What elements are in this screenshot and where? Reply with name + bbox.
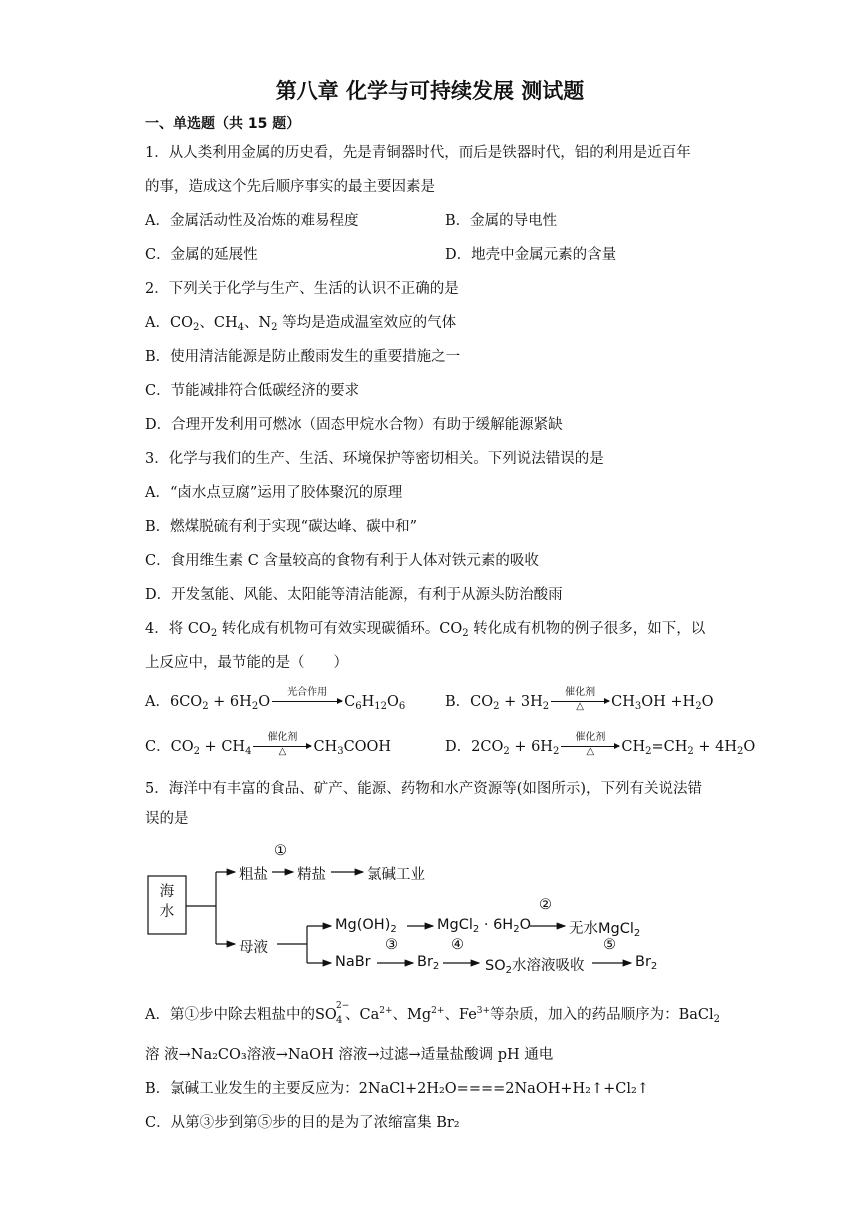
reaction-arrow — [561, 732, 619, 757]
q5-a-post: 等杂质，加入的药品顺序为：BaCl — [490, 1007, 714, 1023]
seawater-box: 海水 — [159, 884, 175, 920]
question-2-stem: 2．下列关于化学与生产、生活的认识不正确的是 — [145, 281, 459, 297]
q5-a-pre: A．第①步中除去粗盐中的 — [145, 1007, 315, 1023]
q2-option-a: A．$CO_2$、$CH_4$、$N_2$ 等均是造成温室效应的气体 — [145, 315, 457, 333]
q2-option-b: B．使用清洁能源是防止酸雨发生的重要措施之一 — [145, 349, 461, 365]
question-5-stem-line2: 误的是 — [145, 811, 189, 827]
q4-text-a: 4．将 CO — [145, 621, 211, 637]
step-5-label: ⑤ — [603, 937, 616, 953]
heat-label: △ — [586, 746, 595, 757]
anhydrous-mgcl2-label: 无水MgCl$_2$ — [569, 921, 641, 939]
q3-option-a: A．“卤水点豆腐”运用了胶体聚沉的原理 — [145, 485, 403, 501]
question-4-stem-line2: 上反应中，最节能的是（ ） — [145, 655, 348, 671]
absorb-text: 水溶液吸收 — [512, 958, 585, 974]
so2-absorb-label: $SO_2$水溶液吸收 — [485, 958, 585, 976]
q5-option-a-line1: A．第①步中除去粗盐中的SO 2− 4 、$Ca^{2+}$、$Mg^{2+}$、$Fe^{3+}$等杂质，加入的药品顺序为：BaCl$_2$ — [145, 1001, 720, 1026]
condition-label: 光合作用 — [287, 687, 328, 698]
step-4-label: ④ — [451, 937, 464, 953]
heat-label: △ — [278, 746, 287, 757]
crude-salt-label: 粗盐 — [239, 867, 268, 883]
nabr-label: NaBr — [335, 954, 371, 970]
q1-option-b: B．金属的导电性 — [445, 213, 558, 229]
section-heading: 一、单选题（共 15 题） — [145, 116, 301, 132]
q2-option-c: C．节能减排符合低碳经济的要求 — [145, 383, 360, 399]
seawater-flow-diagram — [145, 842, 665, 982]
question-5-stem-line1: 5．海洋中有丰富的食品、矿产、能源、药物和水产资源等(如图所示)，下列有关说法错 — [145, 781, 703, 797]
mgcl2-hydrate-label: MgCl$_2$ · $6H_2O$ — [437, 917, 532, 935]
q3-option-b: B．燃煤脱硫有利于实现“碳达峰、碳中和” — [145, 519, 417, 535]
q4-text-b: 转化成有机物可有效实现碳循环。CO — [221, 621, 463, 637]
question-4-stem-line1: 4．将 $CO_2$ 转化成有机物可有效实现碳循环。$CO_2$ 转化成有机物的例子很多，如下，以 — [145, 621, 706, 639]
question-1-stem-line1: 1．从人类利用金属的历史看，先是青铜器时代，而后是铁器时代，铝的利用是近百年 — [145, 145, 691, 161]
br2-label: $Br_2$ — [417, 954, 440, 972]
heat-label: △ — [576, 701, 584, 712]
q4-option-c: C．$CO_2 + CH_4$ 催化剂 △ $CH_3COOH$ — [145, 735, 391, 756]
q2-option-d: D．合理开发利用可燃冰（固态甲烷水合物）有助于缓解能源紧缺 — [145, 417, 563, 433]
question-1-stem-line2: 的事，造成这个先后顺序事实的最主要因素是 — [145, 179, 435, 195]
mother-liquor-label: 母液 — [239, 940, 268, 956]
anhydrous-text: 无水MgCl — [569, 921, 634, 937]
q5-option-a-line2: 溶 液→Na₂CO₃溶液→NaOH 溶液→过滤→适量盐酸调 pH 通电 — [145, 1047, 554, 1063]
q5-option-c: C．从第③步到第⑤步的目的是为了浓缩富集 Br₂ — [145, 1115, 460, 1131]
q4-option-a: A．$6CO_2 + 6H_2O$ 光合作用 $C_6H_{12}O_6$ — [145, 690, 405, 711]
q3-option-c: C．食用维生素 C 含量较高的食物有利于人体对铁元素的吸收 — [145, 553, 539, 569]
q2-option-a-text: 等均是造成温室效应的气体 — [282, 315, 457, 331]
condition-label: 催化剂 — [267, 732, 298, 743]
q1-option-a: A．金属活动性及冶炼的难易程度 — [145, 213, 359, 229]
reaction-arrow — [551, 687, 609, 712]
reaction-arrow — [253, 732, 311, 757]
reaction-arrow — [272, 687, 342, 709]
question-3-stem: 3．化学与我们的生产、生活、环境保护等密切相关。下列说法错误的是 — [145, 451, 604, 467]
q1-option-c: C．金属的延展性 — [145, 247, 258, 263]
condition-label: 催化剂 — [575, 732, 606, 743]
mg-hydroxide-label: $Mg(OH)_2$ — [335, 917, 397, 935]
q5-option-b: B．氯碱工业发生的主要反应为：2NaCl+2H₂O====2NaOH+H₂↑+Cl₂↑ — [145, 1081, 649, 1097]
step-1-label: ① — [274, 843, 287, 859]
q4-option-b: B．$CO_2 + 3H_2$ 催化剂 △ $CH_3OH +H_2O$ — [445, 690, 713, 711]
q3-option-d: D．开发氢能、风能、太阳能等清洁能源，有利于从源头防治酸雨 — [145, 587, 563, 603]
sulfate-ion: SO 2− 4 — [314, 1001, 350, 1026]
condition-label: 催化剂 — [565, 687, 596, 698]
br2-final-label: $Br_2$ — [635, 954, 658, 972]
q4-text-c: 转化成有机物的例子很多，如下，以 — [473, 621, 706, 637]
fine-salt-label: 精盐 — [297, 867, 326, 883]
chlor-alkali-label: 氯碱工业 — [367, 867, 425, 883]
q4-option-d: D．$2CO_2 + 6H_2$ 催化剂 △ $CH_2=CH_2 + 4H_2O$ — [445, 735, 755, 756]
step-2-label: ② — [539, 897, 552, 913]
step-3-label: ③ — [385, 937, 398, 953]
page-title: 第八章 化学与可持续发展 测试题 — [275, 79, 585, 103]
q1-option-d: D．地壳中金属元素的含量 — [445, 247, 617, 263]
